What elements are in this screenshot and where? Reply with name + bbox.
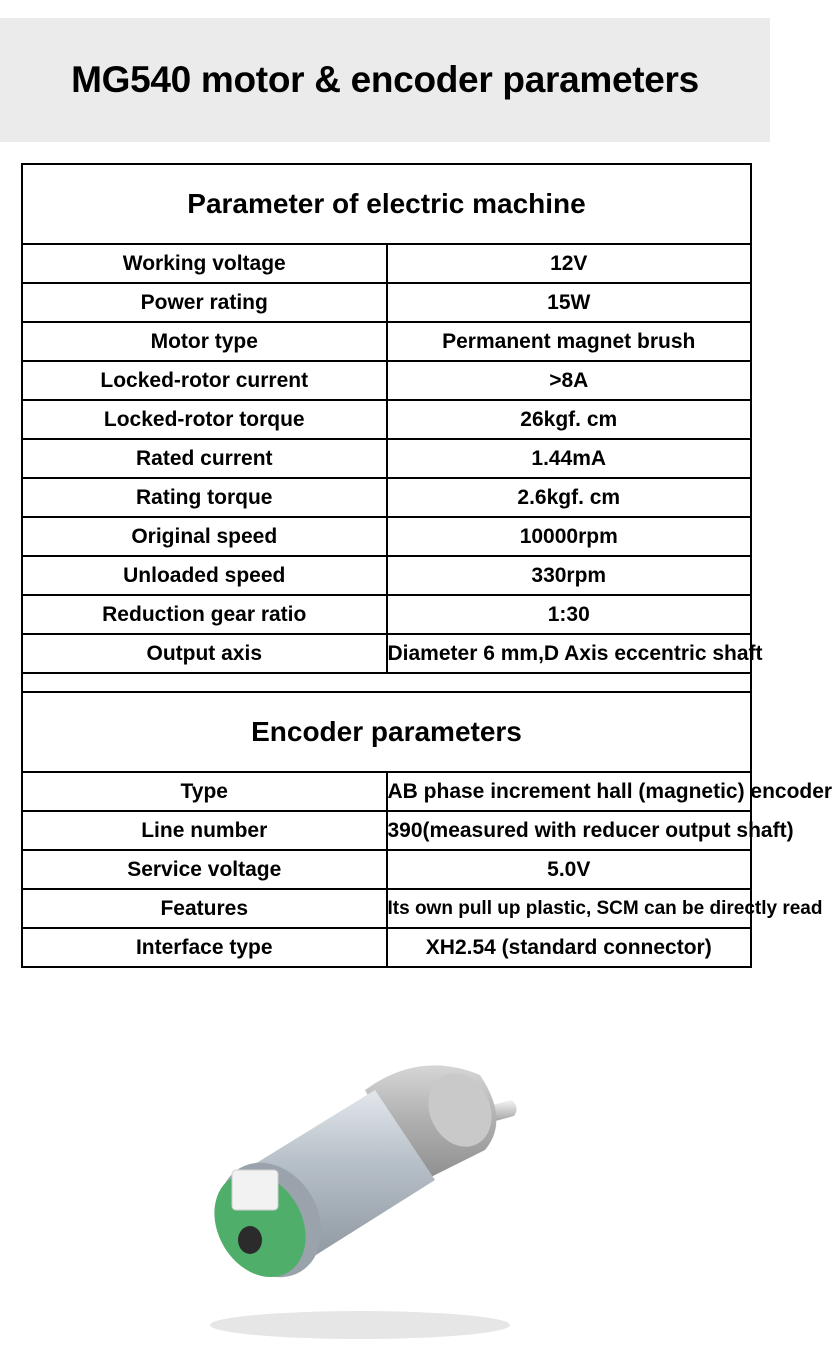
row-value: 390(measured with reducer output shaft) [387,811,752,850]
table-row [22,850,751,889]
table-row [22,361,751,400]
row-label: Original speed [22,517,387,556]
row-label: Power rating [22,283,387,322]
motor-section-heading: Parameter of electric machine [22,164,751,244]
title-banner [0,18,770,142]
row-label: Working voltage [22,244,387,283]
spec-table [21,163,832,968]
row-label: Type [22,772,387,811]
row-label: Output axis [22,634,387,673]
row-value: Its own pull up plastic, SCM can be directly read [387,889,752,928]
table-row [22,439,751,478]
row-value: Diameter 6 mm,D Axis eccentric shaft [387,634,752,673]
section-spacer [22,673,751,692]
motor-photo [150,1030,590,1360]
row-label: Motor type [22,322,387,361]
table-row [22,634,751,673]
row-label: Locked-rotor torque [22,400,387,439]
table-row [22,772,751,811]
row-value: 26kgf. cm [387,400,752,439]
table-row [22,556,751,595]
encoder-section-heading: Encoder parameters [22,692,751,772]
table-row [22,283,751,322]
motor-section-header [22,164,751,244]
table-row [22,595,751,634]
row-value: 10000rpm [387,517,752,556]
row-value: 5.0V [387,850,752,889]
table-row [22,478,751,517]
table-row [22,517,751,556]
row-value: Permanent magnet brush [387,322,752,361]
table-row [22,889,751,928]
row-value: 2.6kgf. cm [387,478,752,517]
row-label: Rated current [22,439,387,478]
row-value: 1.44mA [387,439,752,478]
motor-shadow [210,1311,510,1339]
row-label: Interface type [22,928,387,967]
spacer-cell [22,673,751,692]
row-value: 1:30 [387,595,752,634]
row-label: Rating torque [22,478,387,517]
row-value: 330rpm [387,556,752,595]
row-label: Features [22,889,387,928]
row-label: Locked-rotor current [22,361,387,400]
row-label: Reduction gear ratio [22,595,387,634]
row-label: Service voltage [22,850,387,889]
table-row [22,322,751,361]
row-value: 15W [387,283,752,322]
table-row [22,928,751,967]
encoder-section-header [22,692,751,772]
table-row [22,400,751,439]
row-value: AB phase increment hall (magnetic) encoder [387,772,752,811]
row-value: >8A [387,361,752,400]
table-row [22,811,751,850]
row-value: XH2.54 (standard connector) [387,928,752,967]
table-row [22,244,751,283]
page-title: MG540 motor & encoder parameters [71,59,699,100]
row-label: Line number [22,811,387,850]
row-value: 12V [387,244,752,283]
row-label: Unloaded speed [22,556,387,595]
